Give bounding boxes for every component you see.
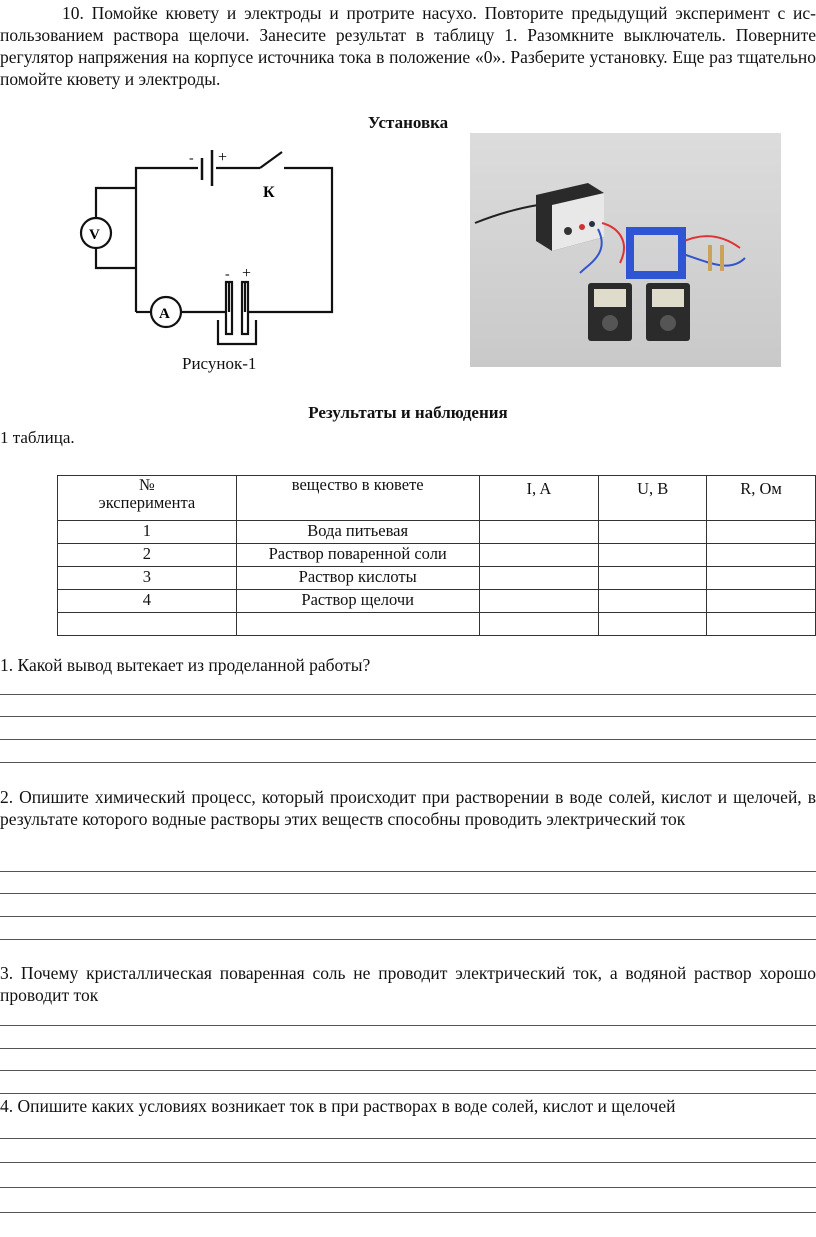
cell-number: 2 xyxy=(58,544,237,567)
cell-resistance[interactable] xyxy=(707,521,816,544)
table-row xyxy=(58,521,816,544)
table-row xyxy=(58,590,816,613)
header-resistance: R, Ом xyxy=(707,476,816,521)
answer-line[interactable] xyxy=(0,939,816,940)
answer-line[interactable] xyxy=(0,916,816,917)
circuit-diagram xyxy=(70,140,350,355)
voltmeter-label: V xyxy=(89,227,100,243)
cell-current[interactable] xyxy=(479,544,599,567)
lab-setup-photo-icon xyxy=(470,133,781,367)
cell-voltage[interactable] xyxy=(599,521,707,544)
cell-resistance[interactable] xyxy=(707,567,816,590)
answer-line[interactable] xyxy=(0,694,816,695)
answer-line[interactable] xyxy=(0,762,816,763)
cell-current[interactable] xyxy=(479,590,599,613)
cell-number: 3 xyxy=(58,567,237,590)
answer-line[interactable] xyxy=(0,871,816,872)
cell-resistance[interactable] xyxy=(707,590,816,613)
answer-line[interactable] xyxy=(0,893,816,894)
answer-line[interactable] xyxy=(0,1070,816,1071)
question-1: 1. Какой вывод вытекает из проделанной работы? xyxy=(0,655,371,675)
cell-current[interactable] xyxy=(479,613,599,636)
setup-heading: Установка xyxy=(367,113,449,132)
battery-plus-label: + xyxy=(218,149,228,166)
cell-substance: Вода питьевая xyxy=(236,521,479,544)
cell-substance: Раствор щелочи xyxy=(236,590,479,613)
cell-voltage[interactable] xyxy=(599,590,707,613)
cell-plus-label: + xyxy=(242,265,252,282)
table-row xyxy=(58,613,816,636)
cell-voltage[interactable] xyxy=(599,613,707,636)
intro-paragraph: 10. Помойке кювету и электроды и протрите насухо. Повторите предыдущий эксперимент с ис- пользованием раствора щелочи. Занесите результат в таблицу 1. Разомкните выключатель. Поверните регулятор напряжения на корпусе источника тока в положение «0». Разберите установку. Еще раз тщательно помойте кювету и электроды. xyxy=(0,3,816,89)
question-3: 3. Почему кристаллическая поваренная соль не проводит электрический ток, а водяной раствор хорошо проводит ток xyxy=(0,963,816,1005)
cell-current[interactable] xyxy=(479,521,599,544)
results-table xyxy=(57,475,816,636)
header-experiment-number xyxy=(58,476,237,521)
header-experiment-word: эксперимента xyxy=(98,493,196,512)
table-row xyxy=(58,567,816,590)
cell-resistance[interactable] xyxy=(707,613,816,636)
answer-line[interactable] xyxy=(0,739,816,740)
cell-minus-label: - xyxy=(225,267,230,282)
cell-current[interactable] xyxy=(479,567,599,590)
answer-line[interactable] xyxy=(0,1187,816,1188)
figure-caption: Рисунок-1 xyxy=(182,354,257,373)
table-header-row xyxy=(58,476,816,521)
ammeter-label: A xyxy=(159,306,170,322)
cell-voltage[interactable] xyxy=(599,567,707,590)
cell-number: 4 xyxy=(58,590,237,613)
answer-line[interactable] xyxy=(0,1025,816,1026)
answer-line[interactable] xyxy=(0,1212,816,1213)
header-number-sign: № xyxy=(139,475,155,494)
answer-line[interactable] xyxy=(0,716,816,717)
switch-label: К xyxy=(263,184,275,201)
table-label: 1 таблица. xyxy=(0,428,75,447)
answer-line[interactable] xyxy=(0,1162,816,1163)
header-current: I, A xyxy=(479,476,599,521)
battery-minus-label: - xyxy=(189,151,194,166)
question-4: 4. Опишите каких условиях возникает ток в при растворах в воде солей, кислот и щелочей xyxy=(0,1096,676,1116)
table-row xyxy=(58,544,816,567)
results-heading: Результаты и наблюдения xyxy=(308,403,508,422)
question-2: 2. Опишите химический процесс, который происходит при растворении в воде солей, кислот и щелочей, в результате которого водные растворы этих веществ способны проводить электрический ток xyxy=(0,787,816,829)
answer-line[interactable] xyxy=(0,1138,816,1139)
cell-substance xyxy=(236,613,479,636)
cell-substance: Раствор поваренной соли xyxy=(236,544,479,567)
header-substance: вещество в кювете xyxy=(236,476,479,521)
cell-number: 1 xyxy=(58,521,237,544)
header-voltage: U, B xyxy=(599,476,707,521)
cell-resistance[interactable] xyxy=(707,544,816,567)
answer-line[interactable] xyxy=(0,1093,816,1094)
cell-voltage[interactable] xyxy=(599,544,707,567)
cell-substance: Раствор кислоты xyxy=(236,567,479,590)
cell-number xyxy=(58,613,237,636)
answer-line[interactable] xyxy=(0,1048,816,1049)
